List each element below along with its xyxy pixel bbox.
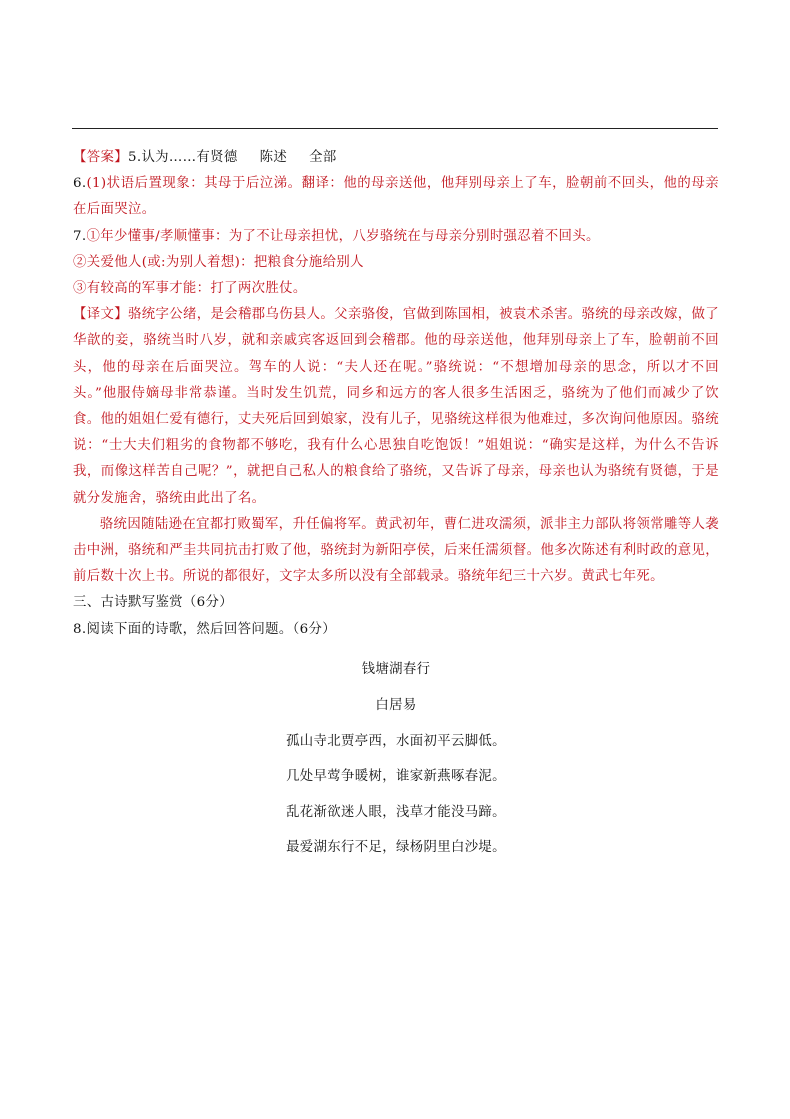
q7-point-3: ③有较高的军事才能：打了两次胜仗。 <box>73 281 307 297</box>
poem-title: 钱塘湖春行 <box>361 661 431 677</box>
translation-prefix: 【译文】 <box>73 307 128 323</box>
answer-item-2: 陈述 <box>259 150 288 165</box>
q6-label: 6. <box>73 176 87 192</box>
poem-block <box>73 657 719 861</box>
poem-line: 几处早莺争暖树，谁家新燕啄春泥。 <box>286 769 506 785</box>
poem-line: 孤山寺北贾亭西，水面初平云脚低。 <box>286 734 506 750</box>
q7-label: 7. <box>73 228 87 244</box>
document-content <box>73 145 719 870</box>
poem-line: 乱花渐欲迷人眼，浅草才能没马蹄。 <box>286 804 506 820</box>
q7-answer-line-1 <box>73 224 719 250</box>
translation-para-1 <box>73 302 719 512</box>
q6-answer <box>73 171 719 223</box>
q8-prompt: 8.阅读下面的诗歌，然后回答问题。（6分） <box>73 621 336 637</box>
answer-line <box>73 145 719 171</box>
q7-point-1: ①年少懂事/孝顺懂事：为了不让母亲担忧，八岁骆统在与母亲分别时强忍着不回头。 <box>86 228 600 244</box>
answer-prefix: 【答案】 <box>73 150 128 165</box>
poem-line: 最爱湖东行不足，绿杨阴里白沙堤。 <box>286 839 506 855</box>
q6-text: (1)状语后置现象：其母于后泣涕。翻译：他的母亲送他，他拜别母亲上了车，脸朝前不回头，他的母亲在后面哭泣。 <box>73 176 719 218</box>
section-3-heading: 三、古诗默写鉴赏（6分） <box>73 595 234 611</box>
answer-item-3: 全部 <box>309 150 337 165</box>
poem-author: 白居易 <box>375 698 417 714</box>
translation-text-1: 骆统字公绪，是会稽郡乌伤县人。父亲骆俊，官做到陈国相，被袁术杀害。骆统的母亲改嫁，做了华歆的妾，骆统当时八岁，就和亲戚宾客返回到会稽郡。他的母亲送他，他拜别母亲上了车，脸朝前不回头，他的母亲在后面哭泣。驾车的人说：“夫人还在呢。”骆统说：“不想增加母亲的思念，所以才不回头。”他服侍嫡母非常恭谨。当时发生饥荒，同乡和远方的客人很多生活困乏，骆统为了他们而减少了饮食。他的姐姐仁爱有德行，丈夫死后回到娘家，没有儿子，见骆统这样很为他难过，多次询问他原因。骆统说：“士大夫们粗劣的食物都不够吃，我有什么心思独自吃饱饭！”姐姐说：“确实是这样，为什么不告诉我，而像这样苦自己呢？”，就把自己私人的粮食给了骆统，又告诉了母亲，母亲也认为骆统有贤德，于是就分发施舍，骆统由此出了名。 <box>73 307 719 506</box>
q7-point-2: ②关爱他人(或:为别人着想)：把粮食分施给别人 <box>73 254 364 270</box>
header-rule <box>72 128 718 129</box>
answer-item-1: 5.认为……有贤德 <box>127 150 238 165</box>
translation-para-2: 骆统因随陆逊在宜都打败蜀军，升任偏将军。黄武初年，曹仁进攻濡须，派非主力部队将领常雕等人袭击中洲，骆统和严圭共同抗击打败了他，骆统封为新阳亭侯，后来任濡须督。他多次陈述有利时政的意见，前后数十次上书。所说的都很好，文字太多所以没有全部载录。骆统年纪三十六岁。黄武七年死。 <box>73 516 719 585</box>
